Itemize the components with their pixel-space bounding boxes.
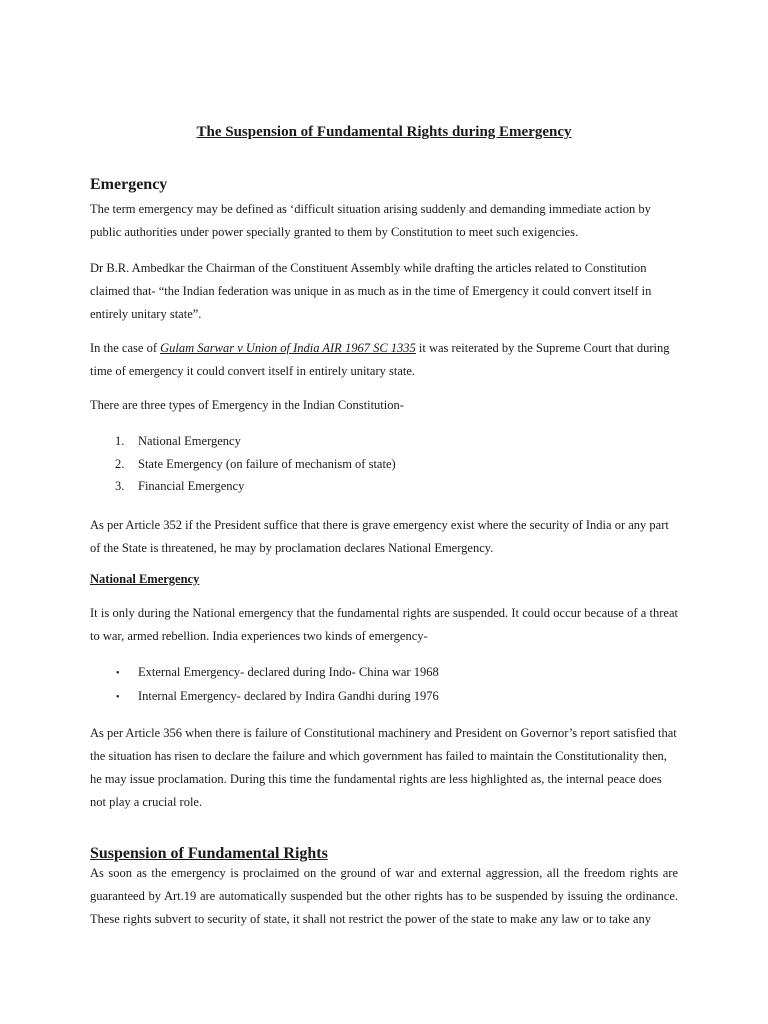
document-title: The Suspension of Fundamental Rights during Emergency xyxy=(196,124,572,140)
case-suffix: it was reiterated by the Supreme Court that during xyxy=(418,341,670,355)
national-emergency-heading: National Emergency xyxy=(90,572,200,586)
intro-paragraph: The term emergency may be defined as ‘difficult situation arising suddenly and demanding immediate action by public authorities under power specially granted to them by Constitution to meet such exigencies. xyxy=(90,202,651,239)
case-citation[interactable]: Gulam Sarwar v Union of India AIR 1967 SC 1335 xyxy=(160,341,416,355)
bullet-icon: • xyxy=(116,692,120,703)
article352-paragraph: As per Article 352 if the President suffice that there is grave emergency exist where the security of India or any part of the State is threatened, he may by proclamation declares National Emergency. xyxy=(90,518,669,555)
case-line-1 xyxy=(90,341,670,356)
list-number: 1. xyxy=(115,434,125,448)
list-item: State Emergency (on failure of mechanism of state) xyxy=(138,457,396,471)
list-number: 2. xyxy=(115,457,125,471)
national-paragraph: It is only during the National emergency that the fundamental rights are suspended. It could occur because of a threat to war, armed rebellion. India experiences two kinds of emergency- xyxy=(90,606,678,643)
suspension-paragraph: As soon as the emergency is proclaimed on the ground of war and external aggression, all the freedom rights are guaranteed by Art.19 are automatically suspended but the other rights has to be suspended by issuing the ordinance. These rights subvert to security of state, it shall not restrict the power of the state to make any law or to take any xyxy=(90,866,678,926)
bullet-icon: • xyxy=(116,668,120,679)
list-item: External Emergency- declared during Indo- China war 1968 xyxy=(138,665,439,679)
list-number: 3. xyxy=(115,479,125,493)
ambedkar-paragraph: Dr B.R. Ambedkar the Chairman of the Constituent Assembly while drafting the articles related to Constitution claimed that- “the Indian federation was unique in as much as in the time of Emergency it could convert itself in entirely unitary state”. xyxy=(90,261,652,321)
list-item: Financial Emergency xyxy=(138,479,245,493)
case-prefix: In the case of xyxy=(90,341,157,355)
emergency-heading: Emergency xyxy=(90,176,168,193)
article356-paragraph: As per Article 356 when there is failure of Constitutional machinery and President on Governor’s report satisfied that the situation has risen to declare the failure and which government has failed to maintain the Constitutionality then, he may issue proclamation. During this time the fundamental rights are less highlighted as, the internal peace does not play a crucial role. xyxy=(90,726,677,809)
list-item: National Emergency xyxy=(138,434,241,448)
types-intro: There are three types of Emergency in the Indian Constitution- xyxy=(90,398,404,412)
list-item: Internal Emergency- declared by Indira Gandhi during 1976 xyxy=(138,689,439,703)
suspension-heading: Suspension of Fundamental Rights xyxy=(90,845,328,862)
case-line-2: time of emergency it could convert itself in entirely unitary state. xyxy=(90,364,416,378)
